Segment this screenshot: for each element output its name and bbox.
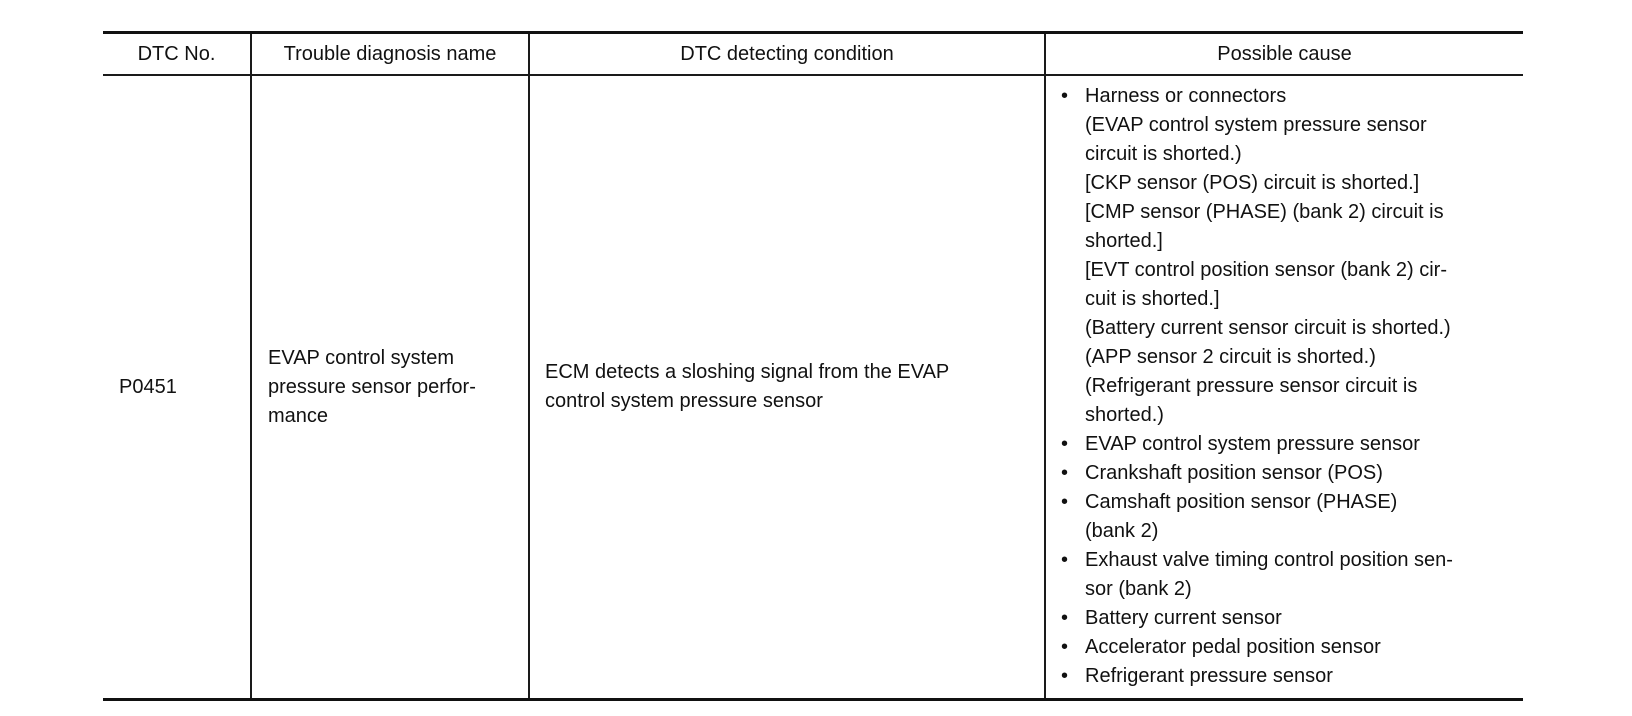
trouble-name-line: EVAP control system	[268, 346, 454, 369]
cell-possible-cause	[1045, 75, 1523, 700]
cause-item-harness	[1054, 82, 1523, 430]
trouble-name-line: mance	[268, 404, 329, 427]
cause-item-text: Crankshaft position sensor (POS)	[1085, 462, 1383, 484]
cause-detail-line: [CKP sensor (POS) circuit is shorted.]	[1085, 172, 1420, 194]
cause-details	[1085, 111, 1523, 430]
bullet-icon: •	[1061, 665, 1069, 687]
cause-detail-line: [EVT control position sensor (bank 2) cir-	[1085, 259, 1448, 281]
bullet-icon: •	[1061, 636, 1069, 658]
header-dtc-no: DTC No.	[137, 42, 216, 65]
cause-item-evap-sensor	[1054, 430, 1523, 459]
cause-detail-line: shorted.)	[1085, 404, 1164, 426]
cause-item-battery-sensor	[1054, 604, 1523, 633]
header-trouble-name: Trouble diagnosis name	[251, 33, 529, 76]
bullet-icon: •	[1061, 85, 1069, 107]
bullet-icon: •	[1061, 462, 1069, 484]
cell-trouble-name	[251, 75, 529, 700]
condition-line: control system pressure sensor	[545, 390, 823, 412]
cause-detail-line: circuit is shorted.)	[1085, 143, 1242, 165]
cause-detail-line: cuit is shorted.]	[1085, 288, 1220, 310]
cause-item-text: EVAP control system pressure sensor	[1085, 433, 1420, 455]
header-detecting-condition: DTC detecting condition	[529, 33, 1045, 76]
trouble-name-line: pressure sensor perfor-	[268, 375, 476, 398]
cell-detecting-condition	[529, 75, 1045, 700]
cause-item-text: Camshaft position sensor (PHASE)	[1085, 491, 1398, 513]
dtc-table	[103, 31, 1523, 701]
cause-item-text: (bank 2)	[1085, 520, 1159, 542]
cause-detail-line: (APP sensor 2 circuit is shorted.)	[1085, 346, 1376, 368]
cause-item-text: Accelerator pedal position sensor	[1085, 636, 1381, 658]
cause-item-accelerator-sensor	[1054, 633, 1523, 662]
header-possible-cause: Possible cause	[1045, 33, 1523, 76]
bullet-icon: •	[1061, 491, 1069, 513]
table-row	[103, 75, 1523, 700]
cause-item-text: Exhaust valve timing control position sen-	[1085, 549, 1453, 571]
cause-detail-line: (Refrigerant pressure sensor circuit is	[1085, 375, 1418, 397]
cause-detail-line: (Battery current sensor circuit is shorted.)	[1085, 317, 1451, 339]
header-row	[103, 33, 1523, 76]
cause-item-refrigerant-sensor	[1054, 662, 1523, 691]
cause-item-camshaft-sensor	[1054, 488, 1523, 546]
condition-line: ECM detects a sloshing signal from the EVAP	[545, 361, 950, 383]
bullet-icon: •	[1061, 549, 1069, 571]
cause-item-text: sor (bank 2)	[1085, 578, 1192, 600]
cause-item-text: Refrigerant pressure sensor	[1085, 665, 1333, 687]
table-header	[103, 33, 1523, 76]
cause-detail-line: shorted.]	[1085, 230, 1163, 252]
cause-list	[1054, 82, 1523, 691]
cause-item-text: Battery current sensor	[1085, 607, 1282, 629]
table-body	[103, 75, 1523, 700]
cause-detail-line: [CMP sensor (PHASE) (bank 2) circuit is	[1085, 201, 1444, 223]
cause-item-crankshaft-sensor	[1054, 459, 1523, 488]
cause-item-title: Harness or connectors	[1085, 85, 1287, 107]
cell-dtc-no: P0451	[119, 375, 177, 398]
bullet-icon: •	[1061, 607, 1069, 629]
cause-item-exhaust-valve-sensor	[1054, 546, 1523, 604]
cause-detail-line: (EVAP control system pressure sensor	[1085, 114, 1427, 136]
bullet-icon: •	[1061, 433, 1069, 455]
